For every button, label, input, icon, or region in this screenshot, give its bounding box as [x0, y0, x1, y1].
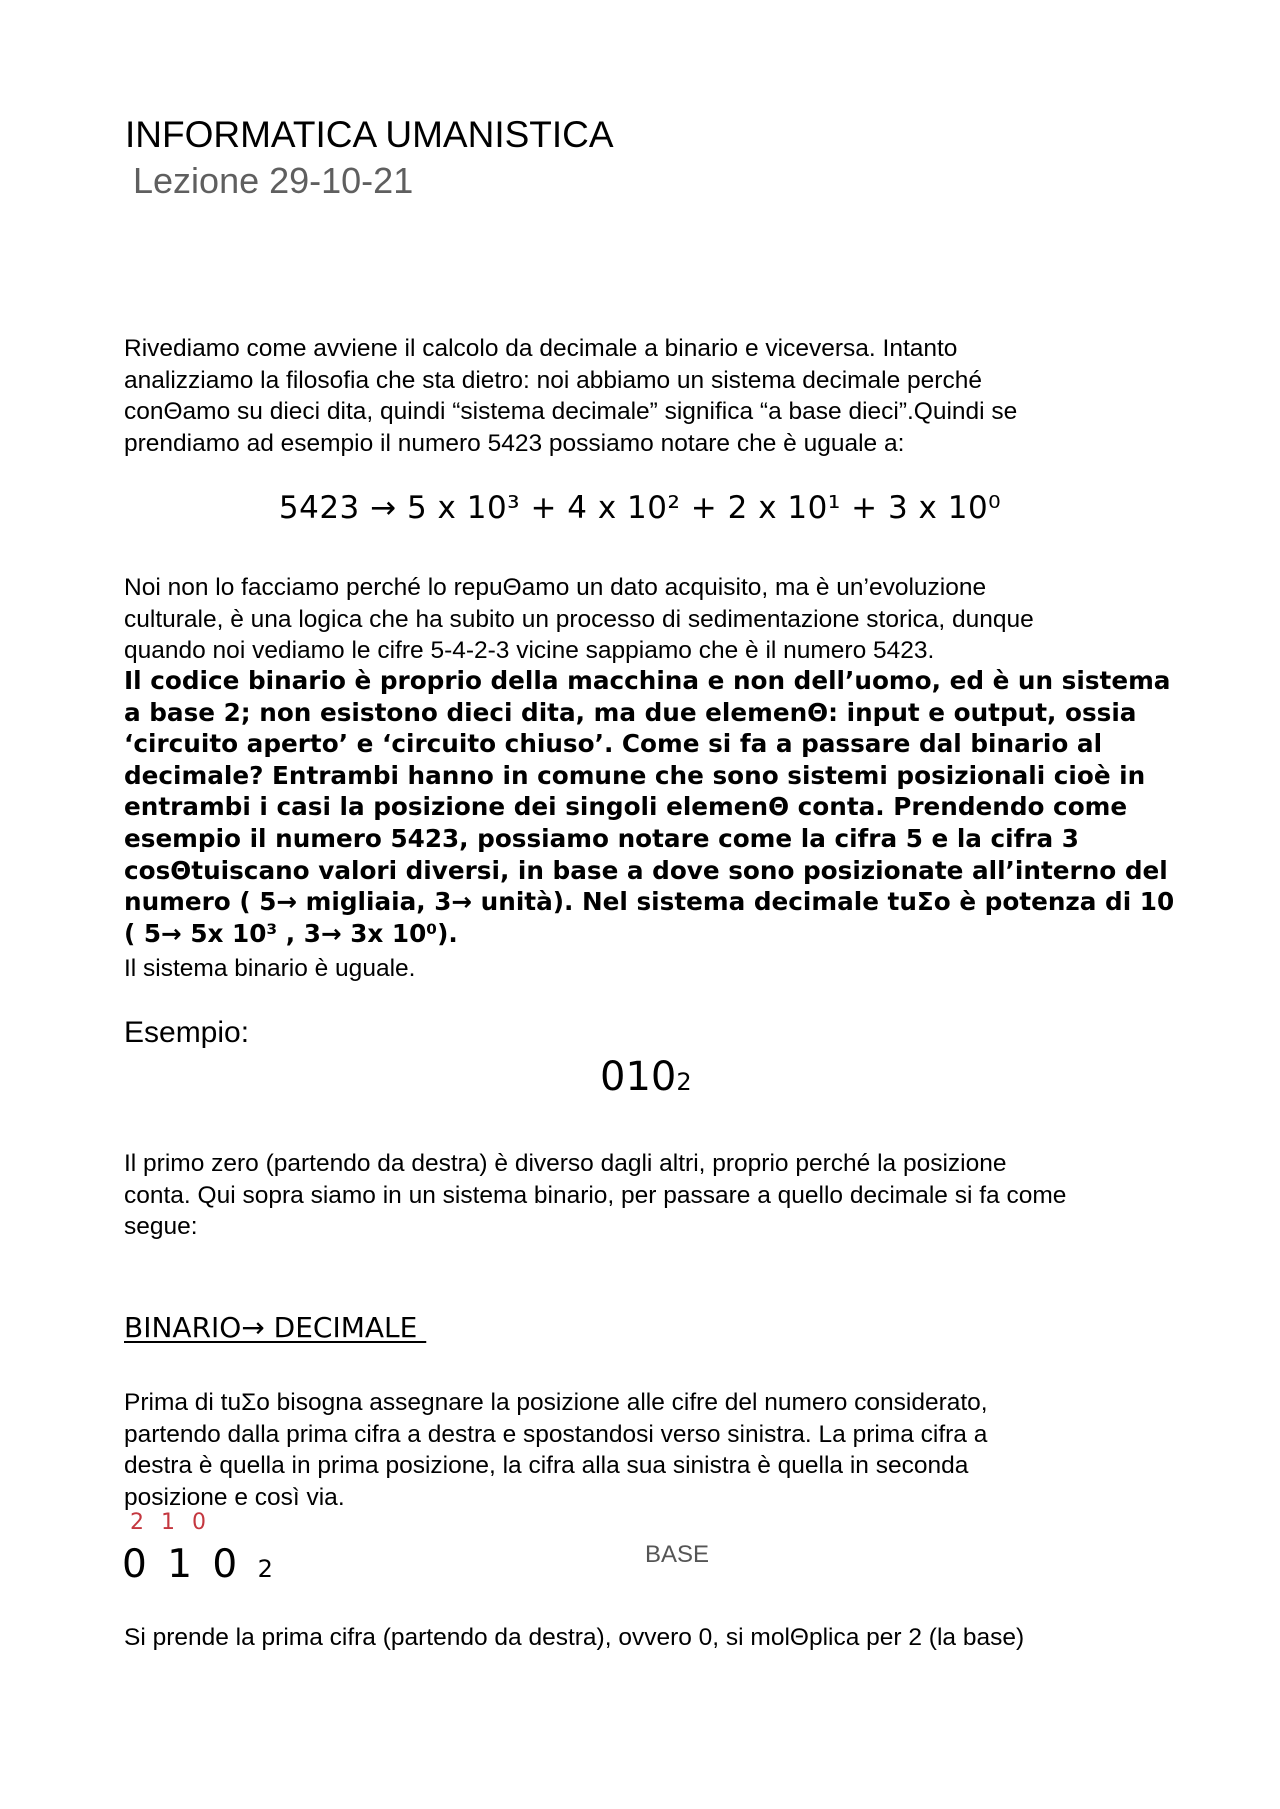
text-line: numero ( 5→ migliaia, 3→ unità). Nel sistema decimale tuΣo è potenza di 10 [124, 887, 1175, 917]
assign-positions-paragraph [124, 1387, 1184, 1513]
text-line: posizione e così via. [124, 1483, 345, 1511]
text-line: Noi non lo facciamo perché lo repuΘamo un dato acquisito, ma è un’evoluzione [124, 574, 987, 601]
lesson-date-subtitle: Lezione 29-10-21 [133, 160, 414, 201]
binary-digits: 0 1 0 [122, 1542, 242, 1587]
text-line: ( 5→ 5x 10³ , 3→ 3x 10⁰). [124, 918, 458, 948]
text-line: cosΘtuiscano valori diversi, in base a dove sono posizionate all’interno del [124, 855, 1168, 885]
binary-digits-diagram [122, 1542, 273, 1587]
text-line: destra è quella in prima posizione, la cifra alla sua sinistra è quella in seconda [124, 1452, 969, 1479]
decimal-expansion-formula: 5423 → 5 x 10³ + 4 x 10² + 2 x 10¹ + 3 x 10⁰ [278, 490, 1002, 526]
text-line: culturale, è una logica che ha subito un processo di sedimentazione storica, dunque [124, 605, 1034, 633]
text-line: analizziamo la filosofia che sta dietro: noi abbiamo un sistema decimale perché [124, 366, 982, 394]
base-subscript: 2 [257, 1555, 273, 1583]
text-line: conΘamo su dieci dita, quindi “sistema decimale” significa “a base dieci”.Quindi se [124, 398, 1018, 425]
text-line: quando noi vediamo le cifre 5-4-2-3 vicine sappiamo che è il numero 5423. [124, 637, 935, 664]
example-binary-number [600, 1054, 692, 1100]
text-line: conta. Qui sopra siamo in un sistema binario, per passare a quello decimale si fa come [124, 1181, 1067, 1209]
text-line: a base 2; non esistono dieci dita, ma due elemenΘ: input e output, ossia [124, 697, 1137, 727]
text-line: segue: [124, 1213, 198, 1240]
binary-digits: 010 [600, 1054, 677, 1100]
binary-same-line: Il sistema binario è uguale. [124, 955, 416, 982]
base-label: BASE [645, 1541, 710, 1568]
multiplication-instruction-line: Si prende la prima cifra (partendo da destra), ovvero 0, si molΘplica per 2 (la base) [124, 1624, 1025, 1651]
text-line: Il codice binario è proprio della macchina e non dell’uomo, ed è un sistema [124, 666, 1171, 695]
text-line: prendiamo ad esempio il numero 5423 possiamo notare che è uguale a: [124, 429, 905, 457]
first-zero-paragraph [124, 1148, 1184, 1243]
text-line: Prima di tuΣo bisogna assegnare la posizione alle cifre del numero considerato, [124, 1389, 988, 1416]
text-line: esempio il numero 5423, possiamo notare come la cifra 5 e la cifra 3 [124, 823, 1079, 853]
text-line: Il primo zero (partendo da destra) è diverso dagli altri, proprio perché la posizione [124, 1150, 1007, 1177]
text-line: partendo dalla prima cifra a destra e spostandosi verso sinistra. La prima cifra a [124, 1420, 988, 1448]
binary-explanation-paragraph [124, 665, 1204, 949]
text-line: decimale? Entrambi hanno in comune che sono sistemi posizionali cioè in [124, 760, 1146, 790]
text-line: Rivediamo come avviene il calcolo da decimale a binario e viceversa. Intanto [124, 335, 958, 362]
example-label: Esempio: [124, 1016, 250, 1049]
intro-paragraph [124, 333, 1184, 459]
text-line: ‘circuito aperto’ e ‘circuito chiuso’. Come si fa a passare dal binario al [124, 729, 1103, 759]
section-heading-binary-to-decimal: BINARIO→ DECIMALE [124, 1311, 427, 1344]
document-title: INFORMATICA UMANISTICA [125, 114, 614, 155]
digit-positions-label: 2 1 0 [130, 1510, 211, 1535]
base-subscript: 2 [676, 1068, 692, 1096]
culture-paragraph [124, 572, 1184, 667]
text-line: entrambi i casi la posizione dei singoli elemenΘ conta. Prendendo come [124, 792, 1128, 822]
